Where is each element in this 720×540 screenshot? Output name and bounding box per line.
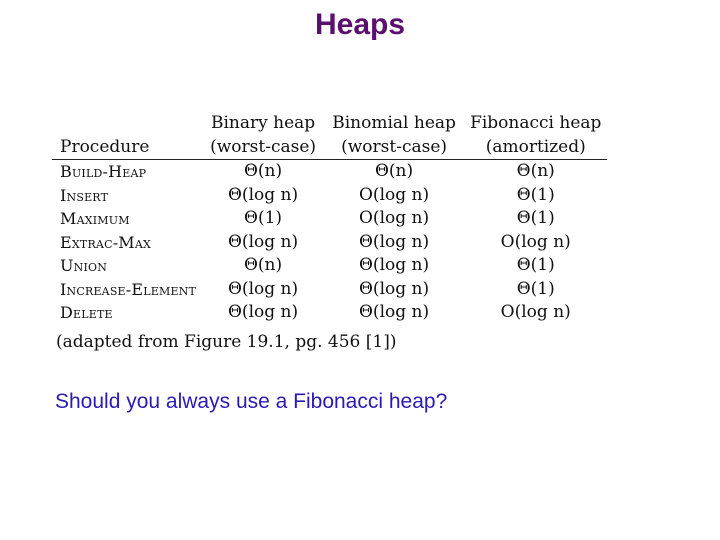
table-row [52,207,607,231]
table-cell: Θ(log n) [359,255,430,276]
table-cell: Θ(n) [243,255,283,276]
table-cell: Θ(log n) [359,231,430,252]
header-cell: (worst-case) [202,136,324,160]
complexity-table [52,112,607,325]
table-cell: Θ(log n) [228,184,299,205]
procedure-cell: Delete [60,303,113,323]
table-row [52,231,607,255]
table-cell: Θ(log n) [359,302,430,323]
slide-title: Heaps [314,8,406,41]
table-row [52,278,607,302]
table-header-row [52,112,607,136]
table-cell: Θ(1) [516,184,555,205]
table-cell: Θ(n) [516,161,555,182]
table-cell: Θ(n) [374,161,414,182]
procedure-cell: Union [60,256,108,276]
header-cell: Binary heap [210,113,316,134]
table-cell: O(log n) [359,208,430,229]
table-cell: Θ(n) [243,161,283,182]
table-cell: Θ(1) [516,208,555,229]
table-header-row [52,136,607,160]
table-cell: Θ(1) [244,208,283,229]
header-cell: (amortized) [464,136,607,160]
table-cell: Θ(1) [516,255,555,276]
table-cell: Θ(log n) [359,278,430,299]
table-cell: O(log n) [500,231,571,252]
procedure-cell: Increase-Element [60,279,197,299]
table-caption: (adapted from Figure 19.1, pg. 456 [1]) [56,332,397,352]
table-cell: O(log n) [500,302,571,323]
table-row [52,301,607,325]
procedure-cell: Build-Heap [60,162,147,182]
header-cell [52,112,202,136]
header-cell: Procedure [52,136,202,160]
table-row [52,160,607,184]
header-cell: (worst-case) [324,136,464,160]
header-cell: Fibonacci heap [470,113,602,134]
procedure-cell: Maximum [60,209,130,229]
slide-question: Should you always use a Fibonacci heap? [55,390,448,413]
table-cell: Θ(log n) [228,231,299,252]
table-row [52,184,607,208]
table-cell: Θ(log n) [228,278,299,299]
table-cell: Θ(log n) [228,302,299,323]
table-cell: O(log n) [359,184,430,205]
procedure-cell: Insert [60,185,109,205]
table-row [52,254,607,278]
table-cell: Θ(1) [516,278,555,299]
procedure-cell: Extrac-Max [60,232,152,252]
header-cell: Binomial heap [332,113,456,134]
